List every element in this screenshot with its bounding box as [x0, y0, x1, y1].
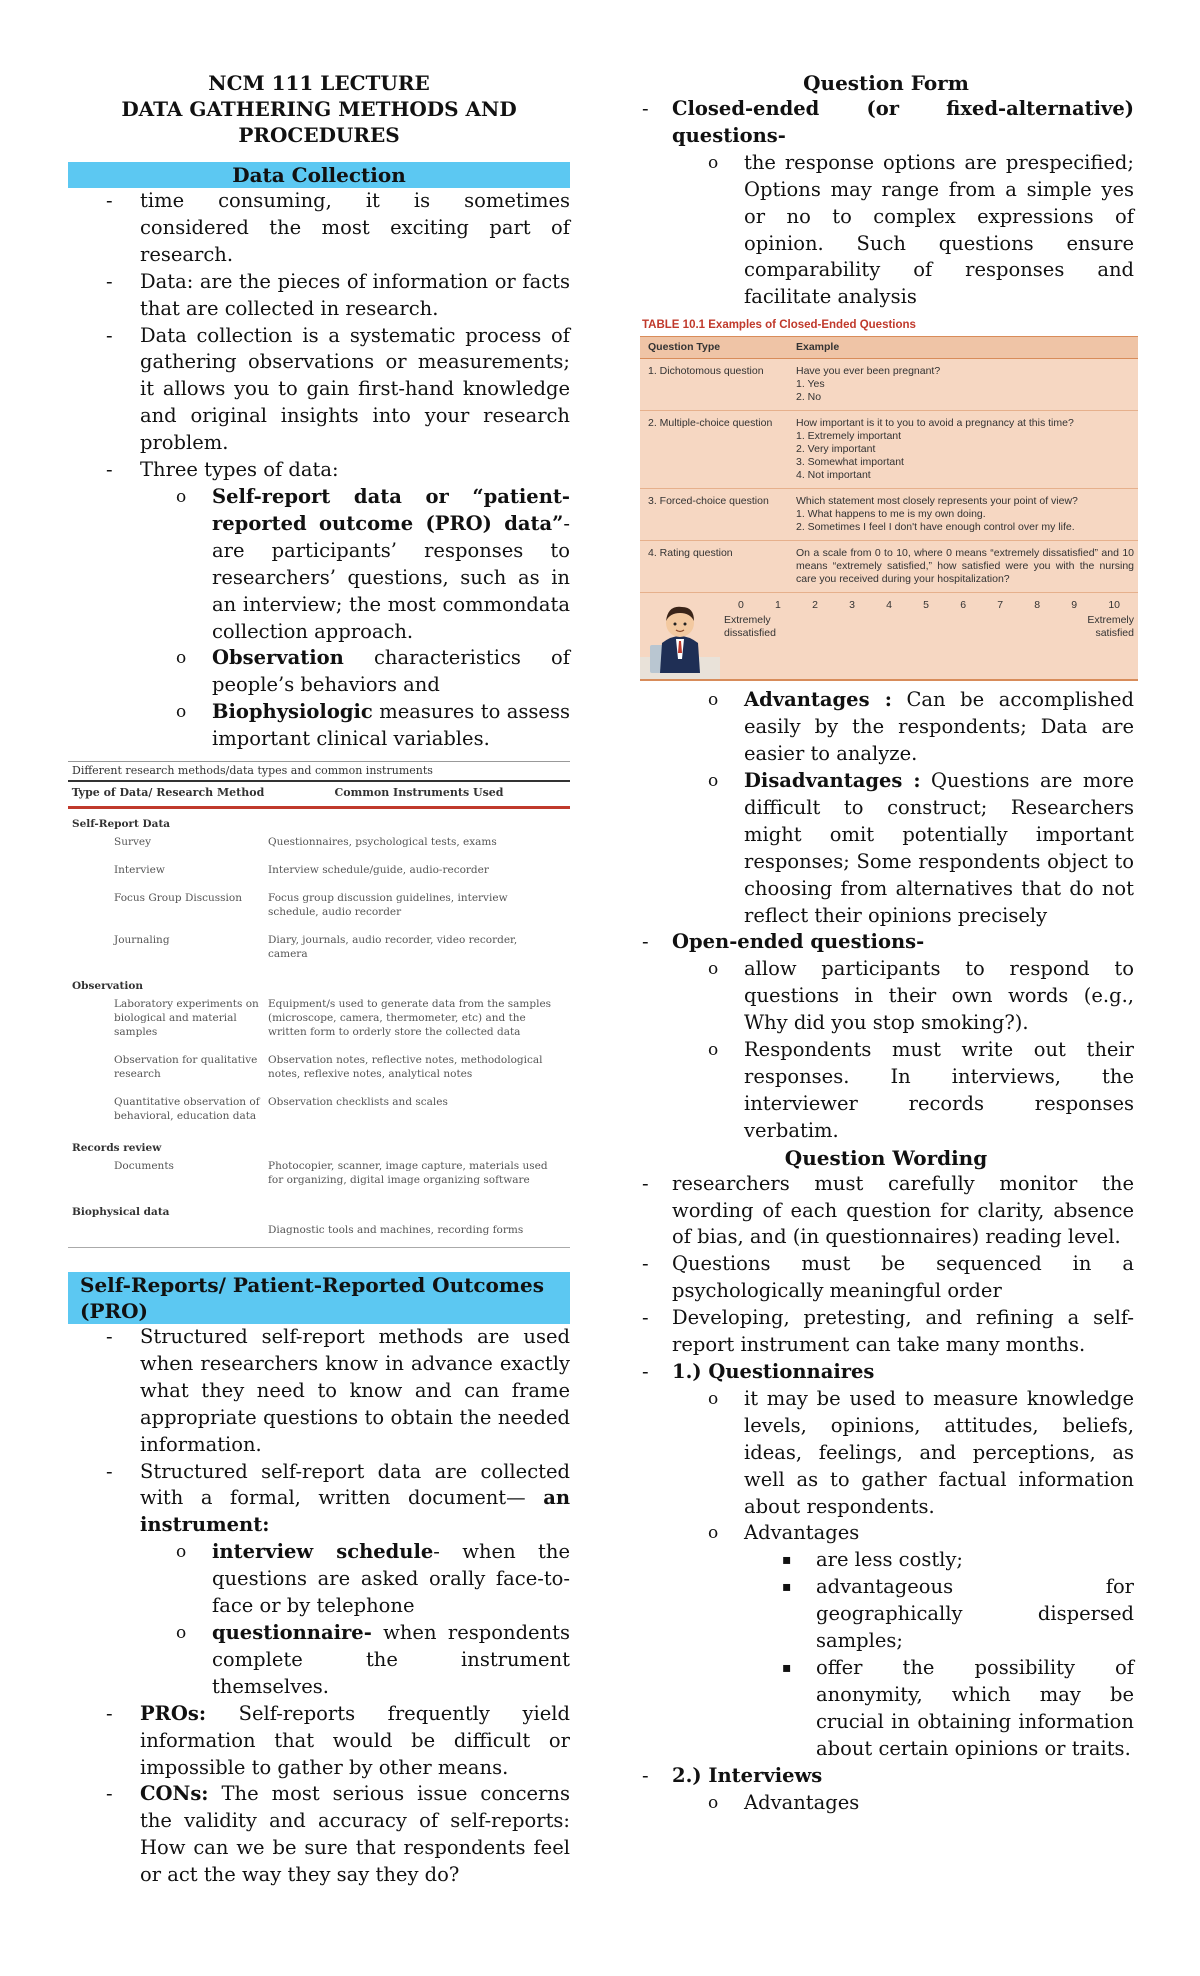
- cartoon-person-image: [640, 593, 720, 679]
- list-item: - researchers must carefully monitor the wording of each question for clarity, absence of bias, and (in questionnaires) reading level.: [638, 1171, 1134, 1252]
- instruments-cell: Diagnostic tools and machines, recording forms: [268, 1224, 524, 1237]
- example-cell: [796, 495, 1134, 534]
- question-wording-body: [638, 1171, 1134, 1817]
- scale-number: 3: [849, 599, 855, 612]
- term: Open-ended questions-: [672, 930, 925, 954]
- list-item: [672, 768, 1134, 929]
- table-row: [68, 831, 570, 859]
- example-cell: [796, 417, 1134, 482]
- method-cell: Focus Group Discussion: [114, 892, 242, 905]
- document-title: DATA GATHERING METHODS AND PROCEDURES: [121, 97, 517, 147]
- open-ended-list: [672, 956, 1134, 1144]
- list-item-text: Advantages: [744, 1521, 860, 1545]
- term: an instrument:: [140, 1486, 570, 1537]
- question-type-cell: 3. Forced-choice question: [648, 495, 769, 508]
- definition: The most serious issue concerns the validity and accuracy of self-reports: How can we be sure that respondents feel or act the way they say they do?: [140, 1782, 570, 1887]
- term: PROs:: [140, 1701, 207, 1725]
- method-cell: Survey: [114, 836, 152, 849]
- table-row: [640, 411, 1138, 489]
- column-header: Type of Data/ Research Method: [71, 786, 265, 800]
- list-item: ▪ advantageous for geographically dispersed samples;: [744, 1574, 1134, 1655]
- definition: - when the questions are asked orally face-to-face or by telephone: [212, 1540, 570, 1618]
- list-item: [68, 1701, 570, 1782]
- definition: when respondents complete the instrument themselves.: [212, 1621, 570, 1698]
- data-collection-body: [68, 188, 570, 753]
- method-cell: Interview: [114, 864, 165, 877]
- question-type-cell: 2. Multiple-choice question: [648, 417, 773, 430]
- list-item: [140, 484, 570, 645]
- scale-number: 2: [812, 599, 818, 612]
- closed-ended-pros-cons: [672, 687, 1134, 929]
- term: interview schedule: [212, 1540, 434, 1564]
- question-type-cell: 4. Rating question: [648, 547, 733, 560]
- list-item: [140, 645, 570, 699]
- list-item: - Data: are the pieces of information or facts that are collected in research.: [68, 269, 570, 323]
- example-line: Have you ever been pregnant?: [796, 365, 941, 378]
- list-item: - time consuming, it is sometimes considered the most exciting part of research.: [68, 188, 570, 269]
- list-item-text: Three types of data:: [140, 458, 339, 482]
- closed-ended-list: [672, 150, 1134, 311]
- list-item: - Data collection is a systematic process of gathering observations or measurements; it allows you to gain first-hand knowledge and original insights into your research problem.: [68, 323, 570, 458]
- table-row: [68, 1155, 570, 1197]
- list-item: o the response options are prespecified; Options may range from a simple yes or no to complex expressions of opinion. Such questions ensure comparability of responses and facilitate analysis: [672, 150, 1134, 311]
- list-item: o Advantages: [672, 1790, 1134, 1817]
- method-cell: Observation for qualitative research: [114, 1054, 258, 1081]
- scale-number: 9: [1071, 599, 1078, 612]
- list-item: [68, 1459, 570, 1701]
- scale-number: 4: [886, 599, 892, 612]
- scale-number: 7: [997, 599, 1004, 612]
- term: Biophysiologic: [212, 700, 373, 724]
- instruments-cell: Interview schedule/guide, audio-recorder: [268, 864, 489, 877]
- scale-number: 0: [738, 599, 744, 612]
- term: Self-report data or “patient-reported outcome (PRO) data”: [212, 484, 570, 535]
- table-row: [68, 1091, 570, 1133]
- question-form-body: [638, 96, 1134, 1145]
- self-reports-heading: Self-Reports/ Patient-Reported Outcomes (PRO): [68, 1272, 570, 1324]
- definition: Can be accomplished easily by the respondents; Data are easier to analyze.: [744, 688, 1135, 766]
- table-row: [68, 1049, 570, 1091]
- scale-number: 5: [923, 599, 929, 612]
- list-item: - Structured self-report methods are used when researchers know in advance exactly what they need to know and can frame appropriate questions to obtain the needed information.: [68, 1324, 570, 1459]
- example-line: Which statement most closely represents your point of view?: [796, 495, 1078, 508]
- question-type-cell: 1. Dichotomous question: [648, 365, 764, 378]
- interview-list: [672, 1790, 1134, 1817]
- method-cell: Documents: [114, 1160, 174, 1173]
- figure-group-label: Biophysical data: [72, 1206, 170, 1219]
- definition: measures to assess important clinical variables.: [212, 700, 570, 751]
- term: Disadvantages :: [744, 768, 921, 792]
- instrument-types-list: [140, 1539, 570, 1700]
- list-item: [672, 687, 1134, 768]
- table-row: [68, 929, 570, 971]
- example-line: On a scale from 0 to 10, where 0 means “extremely dissatisfied” and 10 means “extremely satisfied,” how satisfied were you with the nursing care you received during your hospitalization?: [796, 547, 1134, 586]
- instruments-cell: Questionnaires, psychological tests, exams: [268, 836, 497, 849]
- rating-anchors: [720, 612, 1138, 644]
- list-item: [140, 699, 570, 753]
- table-row: [68, 993, 570, 1049]
- list-item: o Respondents must write out their responses. In interviews, the interviewer records responses verbatim.: [672, 1037, 1134, 1145]
- table-row: [640, 359, 1138, 411]
- scale-number: 6: [960, 599, 967, 612]
- definition: characteristics of people’s behaviors and: [212, 646, 570, 697]
- list-item: [638, 929, 1134, 1144]
- self-reports-body: [68, 1324, 570, 1889]
- list-item: ▪ offer the possibility of anonymity, which may be crucial in obtaining information about certain opinions or traits.: [744, 1655, 1134, 1763]
- figure-caption: TABLE 10.1 Examples of Closed-Ended Questions: [640, 317, 1138, 336]
- example-line: 1. What happens to me is my own doing.: [796, 508, 986, 521]
- term: questionnaire-: [212, 1621, 372, 1644]
- figure-header: [640, 336, 1138, 359]
- example-cell: [796, 365, 1134, 404]
- method-cell: Journaling: [114, 934, 170, 947]
- table-row: [640, 541, 1138, 593]
- list-item: [68, 457, 570, 753]
- figure-group-label: Records review: [72, 1142, 162, 1155]
- column-header: Common Instruments Used: [334, 786, 504, 800]
- figure-body: [68, 809, 570, 1247]
- instruments-cell: Observation notes, reflective notes, methodological notes, reflexive notes, analytical notes: [268, 1054, 543, 1081]
- list-item: [68, 1781, 570, 1889]
- term: 2.) Interviews: [672, 1763, 823, 1787]
- example-line: How important is it to you to avoid a pregnancy at this time?: [796, 417, 1074, 430]
- scale-number: 10: [1108, 599, 1120, 612]
- method-cell: Laboratory experiments on biological and material samples: [114, 998, 259, 1039]
- instruments-cell: Diary, journals, audio recorder, video recorder, camera: [268, 934, 518, 961]
- table-row: [68, 859, 570, 887]
- term: CONs:: [140, 1782, 209, 1806]
- methods-instruments-figure: [68, 761, 570, 1248]
- list-item: ▪ are less costly;: [744, 1547, 1134, 1574]
- method-cell: Quantitative observation of behavioral, education data: [114, 1096, 260, 1123]
- list-item: [638, 1763, 1134, 1817]
- term: 1.) Questionnaires: [672, 1360, 875, 1383]
- term: Advantages :: [744, 688, 892, 712]
- list-item-text: Structured self-report data are collected with a formal, written document—: [140, 1459, 570, 1510]
- example-cell: [796, 547, 1134, 586]
- list-item: [638, 1359, 1134, 1763]
- term: Closed-ended (or fixed-alternative) questions-: [672, 97, 1134, 147]
- example-line: 1. Yes: [796, 378, 825, 391]
- column-header: Example: [796, 341, 840, 354]
- definition: Questions are more difficult to construct; Researchers might omit potentially important responses; Some respondents object to choosing from alternatives that do not reflect their opinions precisely: [744, 768, 1134, 927]
- example-line: 2. No: [796, 391, 822, 404]
- definition: Self-reports frequently yield information that would be difficult or impossible to gather by other means.: [140, 1701, 570, 1779]
- right-column: [638, 70, 1134, 1816]
- figure-header: [68, 782, 570, 809]
- left-column: [68, 70, 570, 1889]
- list-item: [672, 1520, 1134, 1762]
- instruments-cell: Equipment/s used to generate data from the samples (microscope, camera, thermometer, etc) and the written form to orderly store the collected data: [268, 998, 552, 1039]
- definition: -are participants’ responses to researchers’ questions, such as in an interview; the most commondata collection approach.: [212, 511, 570, 643]
- course-title: NCM 111 LECTURE: [208, 71, 430, 95]
- term: Observation: [212, 646, 344, 670]
- data-types-list: [140, 484, 570, 753]
- closed-ended-table-figure: [640, 317, 1138, 681]
- rating-scale-area: [640, 593, 1138, 679]
- method-cell: [68, 1223, 268, 1237]
- example-line: 2. Very important: [796, 443, 876, 456]
- list-item: - Developing, pretesting, and refining a self-report instrument can take many months.: [638, 1305, 1134, 1359]
- figure-group-label: Observation: [72, 980, 143, 993]
- rating-scale: [720, 593, 1138, 612]
- table-row: [68, 1219, 570, 1247]
- questionnaire-list: [672, 1386, 1134, 1763]
- figure-body: [640, 359, 1138, 593]
- example-line: 4. Not important: [796, 469, 871, 482]
- figure-group-label: Self-Report Data: [72, 818, 171, 831]
- list-item: [638, 96, 1134, 929]
- anchor-high: Extremely satisfied: [1087, 614, 1134, 640]
- scale-number: 1: [775, 599, 781, 612]
- table-row: [68, 887, 570, 929]
- figure-caption: Different research methods/data types and common instruments: [68, 762, 570, 782]
- example-line: 3. Somewhat important: [796, 456, 904, 469]
- question-wording-heading: Question Wording: [784, 1145, 988, 1170]
- example-line: 2. Sometimes I feel I don't have enough control over my life.: [796, 521, 1075, 534]
- instruments-cell: Observation checklists and scales: [268, 1096, 448, 1109]
- list-item: o allow participants to respond to questions in their own words (e.g., Why did you stop smoking?).: [672, 956, 1134, 1037]
- example-line: 1. Extremely important: [796, 430, 902, 443]
- list-item: o it may be used to measure knowledge levels, opinions, attitudes, beliefs, ideas, feelings, and perceptions, as well as to gather factual information about respondents.: [672, 1386, 1134, 1521]
- table-row: [640, 489, 1138, 541]
- instruments-cell: Focus group discussion guidelines, interview schedule, audio recorder: [268, 892, 508, 919]
- data-collection-heading: Data Collection: [68, 162, 570, 188]
- list-item: - Questions must be sequenced in a psychologically meaningful order: [638, 1251, 1134, 1305]
- list-item: [140, 1620, 570, 1701]
- questionnaire-advantages: [744, 1547, 1134, 1762]
- instruments-cell: Photocopier, scanner, image capture, materials used for organizing, digital image organizing software: [268, 1160, 548, 1187]
- list-item: [140, 1539, 570, 1620]
- column-header: Question Type: [648, 341, 721, 354]
- scale-number: 8: [1034, 599, 1041, 612]
- anchor-low: Extremely dissatisfied: [724, 614, 776, 640]
- question-form-heading: Question Form: [803, 71, 969, 95]
